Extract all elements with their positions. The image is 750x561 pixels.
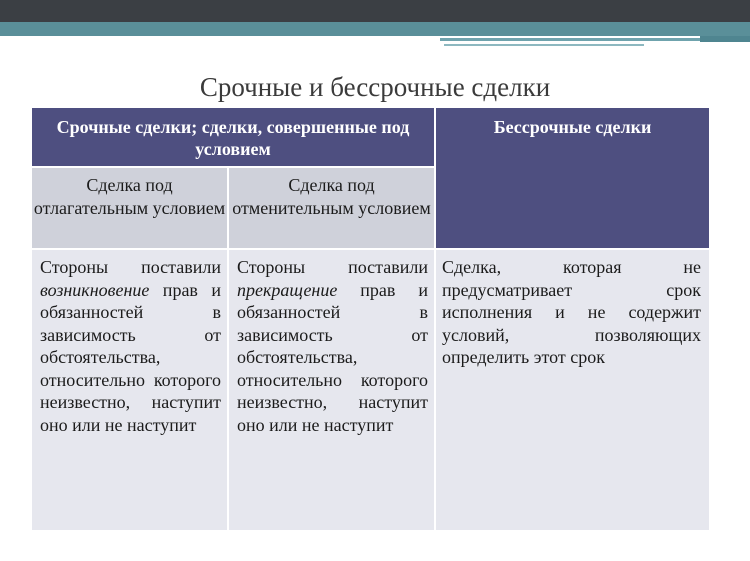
cell-emphasis: возникновение <box>40 279 150 300</box>
slide-top-bar <box>0 0 750 22</box>
table-subheader-suspensive: Сделка под отлагательным условием <box>32 168 227 248</box>
table-cell-indefinite-definition: Сделка, которая не предусматривает срок исполнения и не содержит условий, позволяющих определить этот срок <box>436 250 709 530</box>
table-subheader-resolutive: Сделка под отменительным условием <box>229 168 434 248</box>
slide-decor-line <box>444 44 644 46</box>
cell-text: Стороны поставили <box>40 257 221 277</box>
table-header-term-deals: Срочные сделки; сделки, совершенные под условием <box>32 108 434 166</box>
cell-emphasis: прекращение <box>237 279 338 300</box>
cell-text: Стороны поставили <box>237 257 428 277</box>
table-cell-resolutive-definition <box>229 250 434 530</box>
cell-text: прав и обязанностей в зависимость от обстоятельства, относительно которого неизвестно, наступит оно или не наступит <box>40 279 221 435</box>
slide-title: Срочные и бессрочные сделки <box>199 72 551 102</box>
table-header-indefinite-deals: Бессрочные сделки <box>436 108 709 248</box>
slide-decor-band <box>0 22 750 36</box>
cell-text: прав и обязанностей в зависимость от обстоятельства, относительно которого неизвестно, наступит оно или не наступит <box>237 279 428 435</box>
slide-decor-line <box>440 38 710 41</box>
table-cell-suspensive-definition <box>32 250 227 530</box>
slide-decor-line <box>700 36 750 42</box>
